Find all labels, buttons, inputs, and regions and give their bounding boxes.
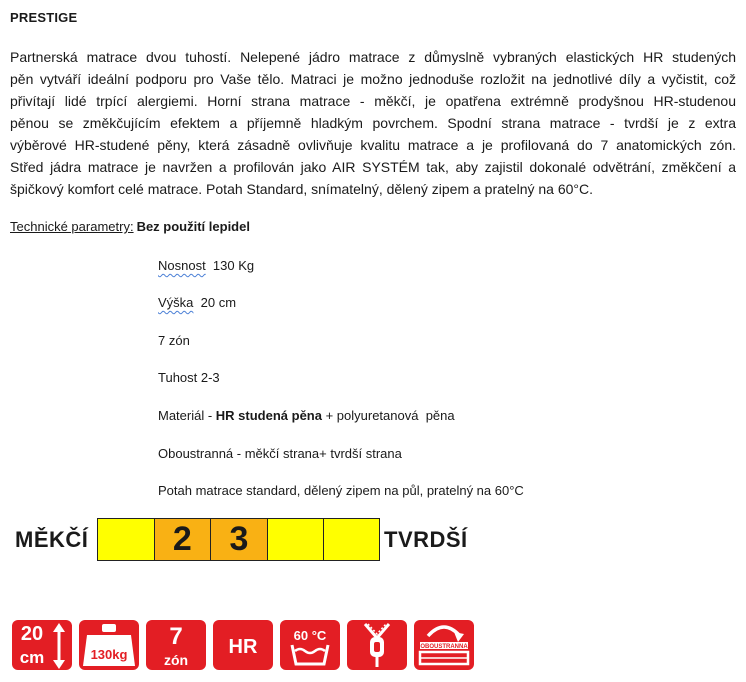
param-oboustranna: Oboustranná - měkčí strana+ tvrdší strana [158, 446, 402, 461]
product-description [10, 46, 736, 200]
wash-text: 60 °C [293, 628, 327, 643]
param-material [158, 408, 455, 423]
description-line: pěn vytváří ideální podporu pro Vaše tělo. Matraci je možno jednoduše rozložit na jednotlivé díly a vyčistit, což [10, 71, 736, 87]
height-20cm-icon [12, 620, 72, 670]
hr-foam-icon [213, 620, 273, 670]
height-top-text: 20 [20, 623, 44, 645]
height-bottom-text: cm [19, 648, 45, 667]
nosnost-label: Nosnost [158, 258, 206, 273]
hr-text: HR [228, 636, 258, 658]
zones-7-icon [146, 620, 206, 670]
description-line: výběrové HR-studené pěny, která zásadně ovlivňuje kvalitu matrace a je profilovaná do 7 anatomických zón. [10, 137, 736, 153]
tech-note: Bez použití lepidel [136, 219, 250, 234]
zones-unit-text: zón [163, 652, 189, 668]
firmer-label: TVRDŠÍ [384, 527, 468, 552]
material-prefix: Materiál - [158, 408, 216, 423]
vyska-value: 20 cm [193, 295, 237, 310]
tech-label: Technické parametry: [10, 219, 134, 234]
double-sided-icon [414, 620, 474, 670]
zipper-icon [347, 620, 407, 670]
zones-num-text: 7 [169, 623, 183, 650]
param-potah: Potah matrace standard, dělený zipem na půl, pratelný na 60°C [158, 483, 524, 498]
description-line: přivítají lidé trpící alergiemi. Horní strana matrace - měkčí, je opatřena extrémně prodyšnou HR-studenou [10, 93, 736, 109]
description-line: pěnou se změkčujícím efektem a příjemně hladkým povrchem. Spodní strana matrace - tvrdší je z extra [10, 115, 736, 131]
material-bold: HR studená pěna [215, 408, 322, 423]
description-line: Partnerská matrace dvou tuhostí. Nelepené jádro matrace z důmyslně vybraných elastických HR studených [10, 49, 736, 65]
wash-60c-icon [280, 620, 340, 670]
material-suffix: + polyuretanová pěna [321, 408, 455, 423]
param-tuhost: Tuhost 2-3 [158, 370, 220, 385]
description-line: špičkový komfort celé matrace. Potah Standard, snímatelný, dělený zipem a pratelný na 60°C. [10, 181, 593, 197]
param-nosnost [158, 258, 254, 273]
firmness-scale [97, 518, 380, 561]
technical-parameters-heading [10, 219, 250, 234]
product-title: PRESTIGE [10, 10, 78, 25]
description-line: Střed jádra matrace je navržen a profilován jako AIR SYSTÉM tak, aby zajistil dokonalé odvětrání, změkčení a [10, 159, 736, 175]
nosnost-value: 130 Kg [205, 258, 255, 273]
firmness-cell: 3 [211, 519, 268, 560]
vyska-label: Výška [158, 295, 194, 310]
weight-text: 130kg [90, 647, 128, 662]
firmness-cell [98, 519, 155, 560]
weight-130kg-icon [79, 620, 139, 670]
param-vyska [158, 295, 236, 310]
softer-label: MĚKČÍ [15, 527, 89, 552]
param-zones: 7 zón [158, 333, 190, 348]
double-sided-text: OBOUSTRANNA [420, 644, 468, 650]
firmness-cell: 2 [155, 519, 212, 560]
firmness-cell [324, 519, 379, 560]
firmness-cell [268, 519, 325, 560]
